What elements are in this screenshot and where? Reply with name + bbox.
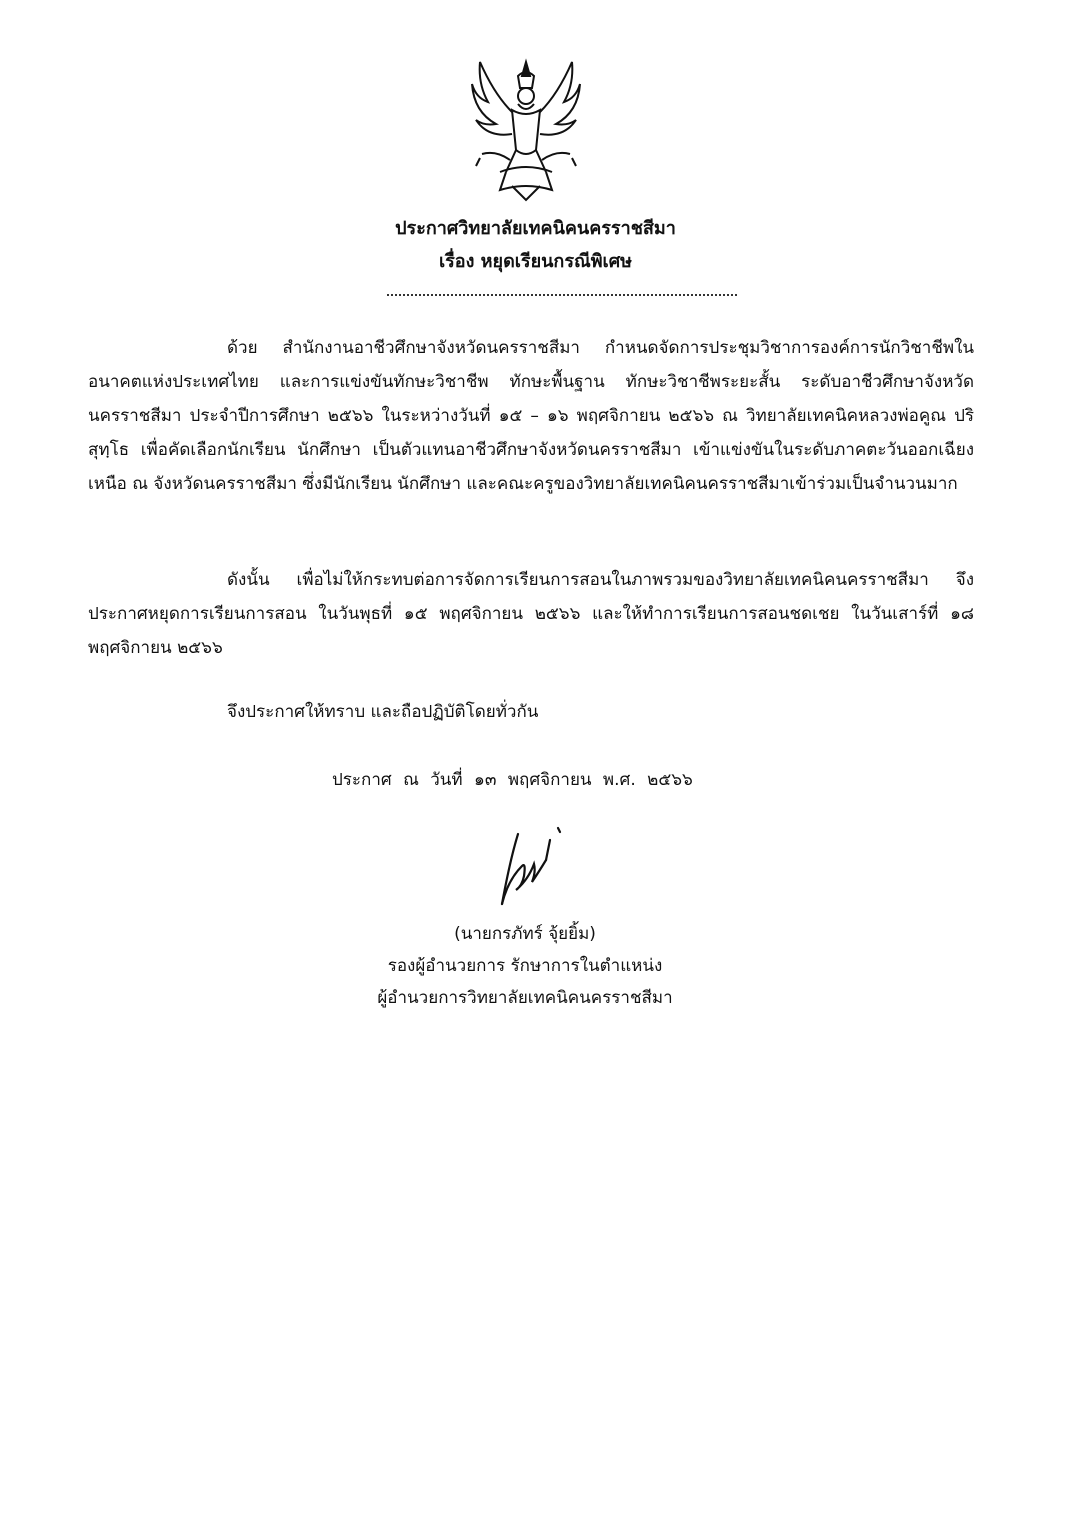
body-paragraph-2: ดังนั้น เพื่อไม่ให้กระทบต่อการจัดการเรียนการสอนในภาพรวมของวิทยาลัยเทคนิคนครราชสีมา จึงประกาศหยุดการเรียนการสอน ในวันพุธที่ ๑๕ พฤศจิกายน ๒๕๖๖ และให้ทำการเรียนการสอนชดเชย ในวันเสาร์ที่ ๑๘ พฤศจิกายน ๒๕๖๖ — [88, 570, 974, 658]
announcement-subject: เรื่อง หยุดเรียนกรณีพิเศษ — [438, 251, 633, 272]
title-divider — [387, 288, 737, 296]
garuda-emblem-icon — [466, 54, 586, 204]
signer-position-1: รองผู้อำนวยการ รักษาการในตำแหน่ง — [387, 956, 663, 976]
handwritten-signature-icon — [488, 820, 568, 910]
signature-block — [330, 918, 720, 1014]
signer-position-2: ผู้อำนวยการวิทยาลัยเทคนิคนครราชสีมา — [377, 988, 673, 1008]
signer-name: (นายกรภัทร์ จุ้ยยิ้ม) — [454, 924, 596, 944]
body-paragraph-3: จึงประกาศให้ทราบ และถือปฏิบัติโดยทั่วกัน — [227, 702, 539, 722]
announcement-title: ประกาศวิทยาลัยเทคนิคนครราชสีมา — [395, 218, 676, 239]
body-paragraph-1: ด้วย สำนักงานอาชีวศึกษาจังหวัดนครราชสีมา กำหนดจัดการประชุมวิชาการองค์การนักวิชาชีพในอนาคตแห่งประเทศไทย และการแข่งขันทักษะวิชาชีพ ทักษะพื้นฐาน ทักษะวิชาชีพระยะสั้น ระดับอาชีวศึกษาจังหวัดนครราชสีมา ประจำปีการศึกษา ๒๕๖๖ ในระหว่างวันที่ ๑๕ – ๑๖ พฤศจิกายน ๒๕๖๖ ณ วิทยาลัยเทคนิคหลวงพ่อคูณ ปริสุทฺโธ เพื่อคัดเลือกนักเรียน นักศึกษา เป็นตัวแทนอาชีวศึกษาจังหวัดนครราชสีมา เข้าแข่งขันในระดับภาคตะวันออกเฉียงเหนือ ณ จังหวัดนครราชสีมา ซึ่งมีนักเรียน นักศึกษา และคณะครูของวิทยาลัยเทคนิคนครราชสีมาเข้าร่วมเป็นจำนวนมาก — [88, 338, 974, 494]
announce-date: ประกาศ ณ วันที่ ๑๓ พฤศจิกายน พ.ศ. ๒๕๖๖ — [332, 770, 693, 790]
